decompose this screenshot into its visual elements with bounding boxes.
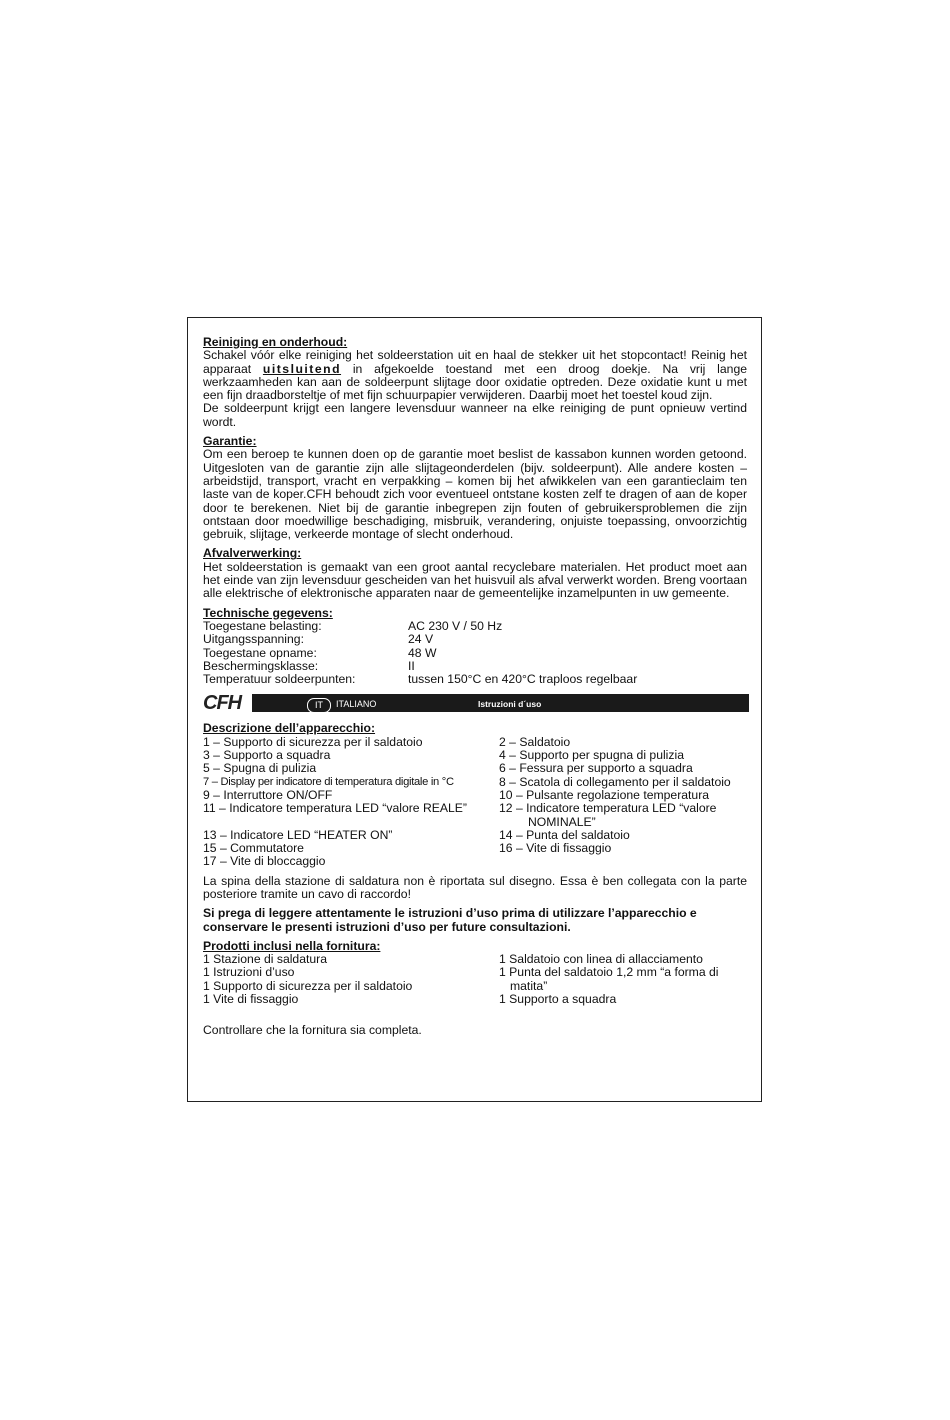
tech-value: 24 V	[408, 632, 434, 647]
part-item: 8 – Scatola di collegamento per il saldatoio	[499, 774, 731, 789]
supply-item-continuation: matita”	[510, 978, 548, 993]
cleaning-paragraph-2: De soldeerpunt krijgt een langere levensduur wanneer na elke reiniging de punt opnieuw vertind wordt.	[203, 401, 747, 429]
section-title-supply: Prodotti inclusi nella fornitura:	[203, 938, 381, 953]
language-name: ITALIANO	[336, 699, 377, 710]
section-title-cleaning: Reiniging en onderhoud:	[203, 335, 348, 349]
part-item: 4 – Supporto per spugna di pulizia	[499, 748, 684, 763]
part-item: 1 – Supporto di sicurezza per il saldatoio	[203, 734, 423, 749]
tech-value: AC 230 V / 50 Hz	[408, 618, 503, 633]
part-item: 5 – Spugna di pulizia	[203, 761, 317, 776]
part-item	[499, 855, 747, 868]
part-item: 6 – Fessura per supporto a squadra	[499, 761, 693, 776]
document-type: Istruzioni d´uso	[478, 699, 542, 710]
cleaning-paragraph-1: Schakel vóór elke reiniging het soldeerstation uit en haal de stekker uit het stopcontact! Reinig het apparaat uitsluitend in afgekoelde toestand met een droog doekje. Na vrij lange werkzaamheden kan aan de soldeerpunt slijtage door oxidatie optreden. Deze oxidatie kunt u met een fijn draadborsteltje of met fijn schuurpapier verwijderen. Daarbij moet het toestel koud zijn.	[203, 348, 748, 403]
part-item: 15 – Commutatore	[203, 841, 304, 856]
section-title-warranty: Garantie:	[203, 434, 257, 449]
tech-value: 48 W	[408, 645, 437, 660]
supply-item: 1 Supporto a squadra	[499, 992, 617, 1007]
part-item: 2 – Saldatoio	[499, 734, 571, 749]
manual-content	[203, 336, 747, 1038]
part-item: 13 – Indicatore LED “HEATER ON”	[203, 827, 393, 842]
part-item: 14 – Punta del saldatoio	[499, 827, 630, 842]
banner-bar	[252, 694, 749, 712]
disposal-paragraph: Het soldeerstation is gemaakt van een groot aantal recyclebare materialen. Het product moet aan het einde van zijn levensduur gescheiden van het huisvuil als afval verwerkt worden. Breng voortaan alle elektrische of elektronische apparaten naar de gemeentelijke inzamelpunten in uw gemeente.	[203, 559, 747, 601]
part-item: 3 – Supporto a squadra	[203, 748, 331, 763]
tech-label: Beschermingsklasse:	[203, 658, 319, 673]
parts-list	[203, 736, 747, 869]
supply-item: 1 Saldatoio con linea di allacciamento	[499, 952, 703, 967]
part-item: 10 – Pulsante regolazione temperatura	[499, 787, 710, 802]
supply-item: 1 Stazione di saldatura	[203, 952, 327, 967]
supply-item: 1 Punta del saldatoio 1,2 mm “a forma di	[499, 965, 719, 980]
language-banner	[203, 692, 747, 715]
tech-value: tussen 150°C en 420°C traploos regelbaar	[408, 672, 638, 687]
section-title-technical: Technische gegevens:	[203, 605, 333, 620]
check-supply-note: Controllare che la fornitura sia completa.	[203, 1023, 422, 1038]
supply-item: 1 Supporto di sicurezza per il saldatoio	[203, 978, 413, 993]
warranty-paragraph: Om een beroep te kunnen doen op de garantie moet beslist de kassabon kunnen worden getoond. Uitgesloten van de garantie zijn alle slijtageonderdelen (bijv. soldeerpunt). Alle andere kosten – arbeidstijd, transport, vracht en verpakking – komen bij het afwikkelen van een garantieclaim ten laste van de koper.CFH behoudt zich voor eventueel ontstane kosten zelf te dragen of aan de koper door te berekenen. Niet bij de garantie inbegrepen zijn fouten of gebruikersproblemen die zijn ontstaan door moedwillige beschadiging, misbruik, verandering, onjuiste toepassing, onvoorzichtig gebruik, slijtage, verkeerde montage of slecht onderhoud.	[203, 447, 747, 542]
part-item: 12 – Indicatore temperatura LED “valore	[499, 801, 717, 816]
language-code-badge: IT	[307, 698, 331, 713]
part-item-continuation: NOMINALE”	[528, 814, 596, 829]
emphasis-word: uitsluitend	[262, 361, 342, 376]
part-item: 16 – Vite di fissaggio	[499, 841, 612, 856]
tech-label: Uitgangsspanning:	[203, 632, 304, 647]
tech-label: Toegestane belasting:	[203, 618, 322, 633]
part-item: 9 – Interruttore ON/OFF	[203, 787, 333, 802]
part-item: 17 – Vite di bloccaggio	[203, 854, 326, 869]
part-item: 11 – Indicatore temperatura LED “valore REALE”	[203, 801, 467, 816]
plug-note: La spina della stazione di saldatura non è riportata sul disegno. Essa è ben collegata con la parte posteriore tramite un cavo di raccordo!	[203, 873, 747, 901]
technical-data-table	[203, 620, 747, 686]
section-title-disposal: Afvalverwerking:	[203, 546, 302, 561]
part-item: 7 – Display per indicatore di temperatura digitale in °C	[203, 775, 454, 788]
tech-label: Temperatuur soldeerpunten:	[203, 672, 356, 687]
cfh-logo: CFH	[203, 692, 242, 715]
part-item	[203, 816, 499, 829]
tech-value: II	[408, 658, 415, 673]
section-title-description: Descrizione dell’apparecchio:	[203, 721, 376, 736]
read-instructions-note: Si prega di leggere attentamente le istruzioni d’uso prima di utilizzare l’apparecchio e conservare le presenti istruzioni d’uso per future consultazioni.	[203, 906, 697, 934]
supply-item: 1 Vite di fissaggio	[203, 992, 299, 1007]
supply-item: 1 Istruzioni d’uso	[203, 965, 295, 980]
tech-label: Toegestane opname:	[203, 645, 317, 660]
supply-list	[203, 953, 747, 1006]
